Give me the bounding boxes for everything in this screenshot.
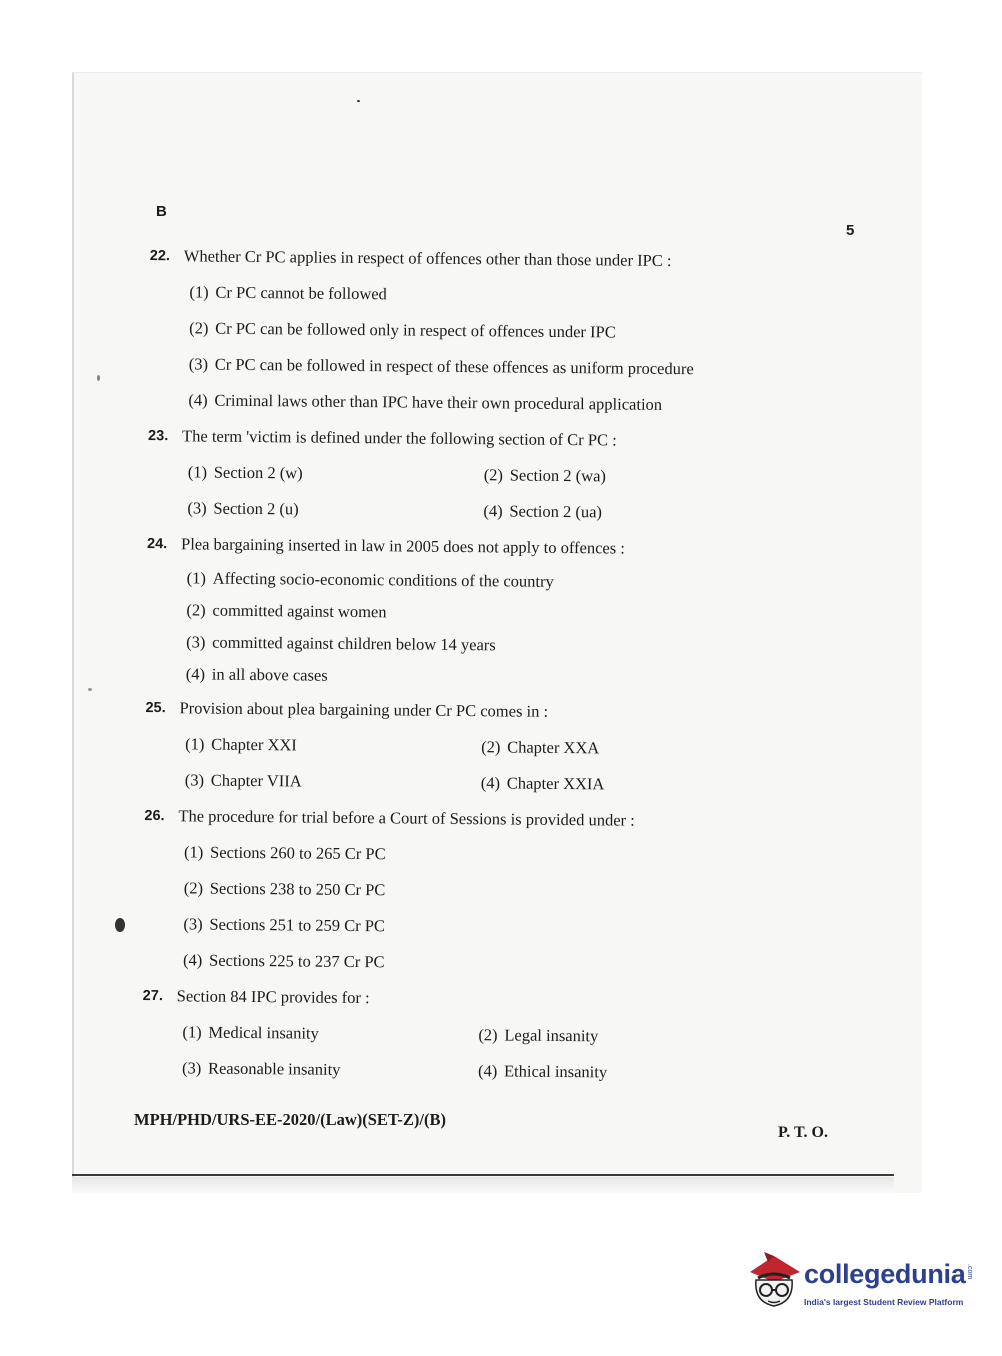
option-text: Section 2 (wa)	[509, 465, 607, 486]
option-number: (1)	[189, 282, 209, 302]
option-number: (4)	[185, 664, 206, 684]
option-list	[185, 726, 786, 804]
option-text: Cr PC can be followed in respect of these offences as uniform procedure	[214, 354, 694, 379]
question-number: 26.	[144, 807, 165, 825]
option-number: (2)	[478, 1025, 498, 1045]
question-number: 27.	[142, 987, 163, 1005]
option-number: (3)	[181, 1058, 202, 1078]
option-text: Sections 251 to 259 Cr PC	[209, 914, 386, 936]
question-text: Plea bargaining inserted in law in 2005 does not apply to offences :	[180, 534, 626, 558]
option-text: Legal insanity	[504, 1025, 599, 1046]
question-block	[148, 238, 790, 424]
option-text: Section 2 (w)	[213, 462, 303, 483]
option-number: (3)	[187, 498, 207, 518]
option-text: Cr PC cannot be followed	[215, 282, 387, 304]
option-text: Section 2 (u)	[213, 498, 299, 519]
option-text: committed against women	[212, 600, 387, 622]
option-list	[187, 454, 788, 532]
question-stem	[148, 418, 788, 460]
option-number: (3)	[183, 914, 203, 934]
answer-option	[184, 834, 784, 876]
answer-option	[188, 382, 788, 424]
answer-option	[187, 490, 483, 529]
option-text: Chapter XXIA	[506, 773, 605, 794]
question-block	[145, 690, 786, 804]
option-number: (4)	[483, 501, 503, 521]
option-text: Cr PC can be followed only in respect of offences under IPC	[215, 318, 616, 342]
question-text: The procedure for trial before a Court of Sessions is provided under :	[178, 806, 635, 830]
option-number: (4)	[188, 390, 208, 410]
question-block	[146, 526, 788, 696]
sheet-edge	[72, 1174, 894, 1176]
answer-option	[483, 493, 743, 531]
option-text: Section 2 (ua)	[509, 501, 603, 522]
question-text: Section 84 IPC provides for :	[176, 986, 370, 1008]
option-text: Sections 238 to 250 Cr PC	[209, 878, 386, 900]
question-stem	[143, 978, 783, 1020]
option-text: Chapter XXA	[507, 737, 600, 758]
option-number: (4)	[477, 1061, 498, 1081]
option-list	[182, 1014, 783, 1092]
answer-option	[185, 762, 481, 801]
option-number: (3)	[188, 354, 209, 374]
answer-option	[189, 310, 789, 352]
collegedunia-logo	[744, 1250, 974, 1316]
question-block	[142, 978, 783, 1092]
paper-code: MPH/PHD/URS-EE-2020/(Law)(SET-Z)/(B)	[134, 1110, 446, 1129]
option-text: Medical insanity	[208, 1022, 319, 1043]
option-list	[186, 562, 787, 696]
question-block	[143, 798, 785, 984]
answer-option	[182, 1014, 478, 1053]
logo-tagline: India's largest Student Review Platform	[804, 1297, 964, 1307]
scan-speck	[357, 100, 360, 102]
option-number: (4)	[480, 773, 501, 793]
question-number: 25.	[145, 699, 166, 717]
answer-option	[183, 942, 783, 984]
option-number: (2)	[189, 318, 209, 338]
question-list	[142, 238, 790, 1092]
answer-option	[185, 726, 481, 765]
scan-speck	[115, 918, 125, 932]
option-text: Criminal laws other than IPC have their own procedural application	[214, 390, 663, 414]
option-text: Reasonable insanity	[207, 1058, 341, 1079]
answer-option	[182, 1050, 478, 1089]
scan-speck	[88, 688, 92, 691]
option-number: (3)	[186, 632, 206, 652]
answer-option	[481, 765, 741, 803]
logo-wordmark: collegedunia	[804, 1259, 966, 1289]
mascot-icon	[744, 1250, 804, 1314]
option-text: Sections 260 to 265 Cr PC	[210, 842, 386, 864]
option-text: in all above cases	[211, 664, 328, 685]
question-stem	[144, 798, 784, 840]
answer-option	[183, 906, 783, 948]
option-number: (2)	[483, 465, 504, 485]
question-block	[147, 418, 788, 532]
answer-option	[188, 454, 484, 493]
option-text: Chapter VIIA	[210, 770, 302, 791]
answer-option	[189, 346, 789, 388]
question-number: 22.	[149, 247, 171, 265]
set-letter: B	[156, 203, 167, 220]
option-number: (1)	[187, 462, 208, 482]
question-text: Whether Cr PC applies in respect of offences other than those under IPC :	[183, 246, 672, 271]
question-number: 24.	[146, 535, 168, 553]
answer-option	[484, 457, 744, 495]
answer-option	[184, 870, 784, 912]
page-number: 5	[846, 222, 855, 239]
option-number: (3)	[184, 770, 205, 790]
question-text: The term 'victim is defined under the following section of Cr PC :	[182, 426, 617, 450]
sheet-shadow	[72, 1177, 894, 1193]
option-number: (1)	[184, 842, 204, 862]
option-number: (2)	[183, 878, 204, 898]
question-text: Provision about plea bargaining under Cr PC comes in :	[179, 698, 549, 721]
option-text: Affecting socio-economic conditions of the country	[212, 568, 554, 591]
please-turn-over: P. T. O.	[778, 1124, 828, 1141]
option-text: Ethical insanity	[503, 1061, 608, 1082]
answer-option	[478, 1017, 738, 1055]
option-number: (4)	[182, 950, 203, 970]
option-number: (1)	[185, 734, 205, 754]
option-number: (2)	[481, 737, 501, 757]
option-number: (2)	[186, 600, 206, 620]
question-stem	[147, 526, 787, 568]
option-list	[188, 274, 789, 424]
option-text: Chapter XXI	[211, 734, 297, 755]
option-text: committed against children below 14 years	[212, 632, 496, 655]
question-stem	[150, 238, 790, 280]
answer-option	[189, 274, 789, 316]
option-list	[183, 834, 784, 984]
scan-speck	[97, 375, 100, 381]
option-number: (1)	[182, 1022, 202, 1042]
question-stem	[145, 690, 785, 732]
answer-option	[478, 1053, 738, 1091]
answer-option	[481, 729, 741, 767]
option-text: Sections 225 to 237 Cr PC	[208, 950, 385, 972]
question-number: 23.	[148, 427, 169, 445]
logo-domain: .com	[966, 1264, 973, 1280]
option-number: (1)	[186, 568, 207, 588]
